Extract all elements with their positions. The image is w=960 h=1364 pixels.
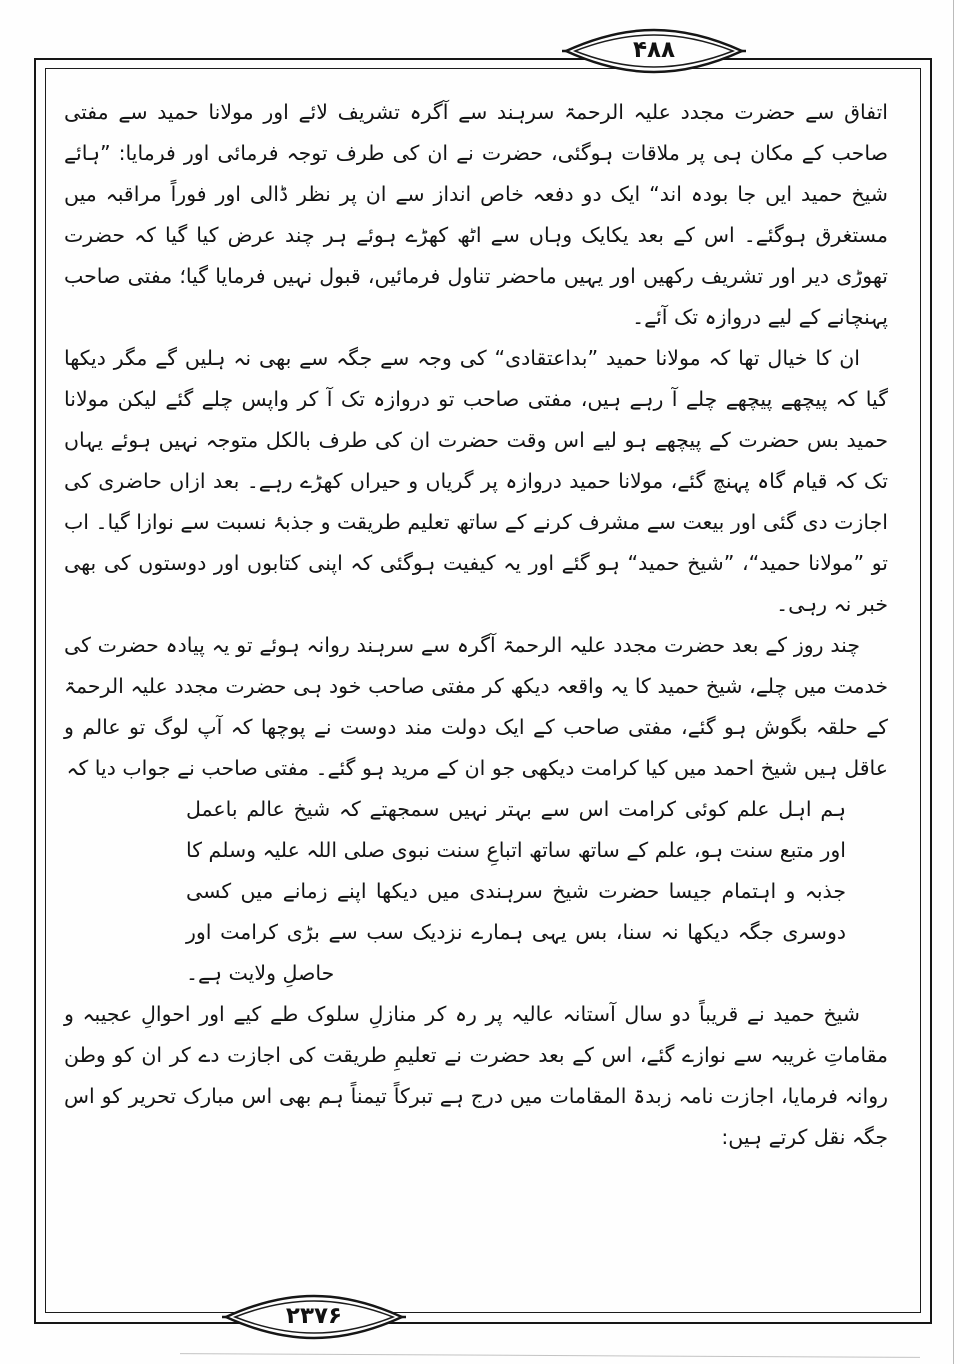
paragraph-2: ان کا خیال تھا کہ مولانا حمید ”بداعتقادی“ کی وجہ سے جگہ سے بھی نہ ہلیں گے مگر دیکھا گیا کہ پیچھے پیچھے چلے آ رہے ہیں، مفتی صاحب تو دروازہ تک آ کر واپس چلے گئے لیکن مولانا حمید بس حضرت کے پیچھے ہو لیے اس وقت حضرت ان کی طرف بالکل متوجہ نہیں ہوئے یہاں تک کہ قیام گاہ پہنچ گئے، مولانا حمید دروازہ پر گریاں و حیراں کھڑے رہے۔ بعد ازاں حاضری کی اجازت دی گئی اور بیعت سے مشرف کرنے کے ساتھ تعلیم طریقت و جذبۂ نسبت سے نوازا گیا۔ اب تو ”مولانا حمید“، ”شیخ حمید“ ہو گئے اور یہ کیفیت ہوگئی کہ اپنی کتابوں اور دوستوں کی بھی خبر نہ رہی۔: [64, 346, 888, 616]
page-text: [64, 92, 888, 1158]
scan-artifact-bottom-edge: [180, 1353, 920, 1358]
quote-block: ہم اہل علم کوئی کرامت اس سے بہتر نہیں سمجھتے کہ شیخ عالم باعمل اور متبع سنت ہو، علم کے ساتھ ساتھ اتباعِ سنت نبوی صلی اللہ علیہ وسلم کا جذبہ و اہتمام جیسا حضرت شیخ سرہندی میں دیکھا اپنے زمانے میں کسی دوسری جگہ دیکھا نہ سنا، بس یہی ہمارے نزدیک سب سے بڑی کرامت اور حاصلِ ولایت ہے۔: [186, 797, 846, 985]
page-number-top: ۴۸۸: [632, 37, 676, 63]
paragraph-5: شیخ حمید نے قریباً دو سال آستانہ عالیہ پر رہ کر منازلِ سلوک طے کیے اور احوالِ عجیبہ و مقاماتِ غریبہ سے نوازے گئے، اس کے بعد حضرت نے تعلیمِ طریقت کی اجازت دے کر ان کو وطن روانہ فرمایا، اجازت نامہ زبدۃ المقامات میں درج ہے تبرکاً تیمناً ہم بھی اس مبارک تحریر کو اس جگہ نقل کرتے ہیں:: [64, 1002, 888, 1149]
page-number-cartouche-bottom: [222, 1292, 406, 1342]
scan-artifact-right-edge: [953, 0, 954, 1364]
paragraph-3: چند روز کے بعد حضرت مجدد علیہ الرحمۃ آگرہ سے سرہند روانہ ہوئے تو یہ پیادہ حضرت کی خدمت میں چلے، شیخ حمید کا یہ واقعہ دیکھ کر مفتی صاحب خود ہی حضرت مجدد علیہ الرحمۃ کے حلقہ بگوش ہو گئے، مفتی صاحب کے ایک دولت مند دوست نے پوچھا کہ آپ لوگ تو عالم و عاقل ہیں شیخ احمد میں کیا کرامت دیکھی جو ان کے مرید ہو گئے۔ مفتی صاحب نے جواب دیا کہ: [64, 633, 888, 780]
paragraph-1: اتفاق سے حضرت مجدد علیہ الرحمۃ سرہند سے آگرہ تشریف لائے اور مولانا حمید سے مفتی صاحب کے مکان ہی پر ملاقات ہوگئی، حضرت نے ان کی طرف توجہ فرمائی اور فرمایا: ”ہائے شیخ حمید ایں جا بودہ اند“ ایک دو دفعہ خاص انداز سے ان پر نظر ڈالی اور فوراً مراقبہ میں مستغرق ہوگئے۔ اس کے بعد یکایک وہاں سے اٹھ کھڑے ہوئے ہر چند عرض کیا گیا کہ حضرت تھوڑی دیر اور تشریف رکھیں اور یہیں ماحضر تناول فرمائیں، قبول نہیں فرمایا گیا؛ مفتی صاحب پہنچانے کے لیے دروازہ تک آئے۔: [64, 100, 888, 329]
page-number-cartouche-top: [562, 26, 746, 76]
page-number-bottom: ۲۳۷۶: [285, 1303, 343, 1329]
